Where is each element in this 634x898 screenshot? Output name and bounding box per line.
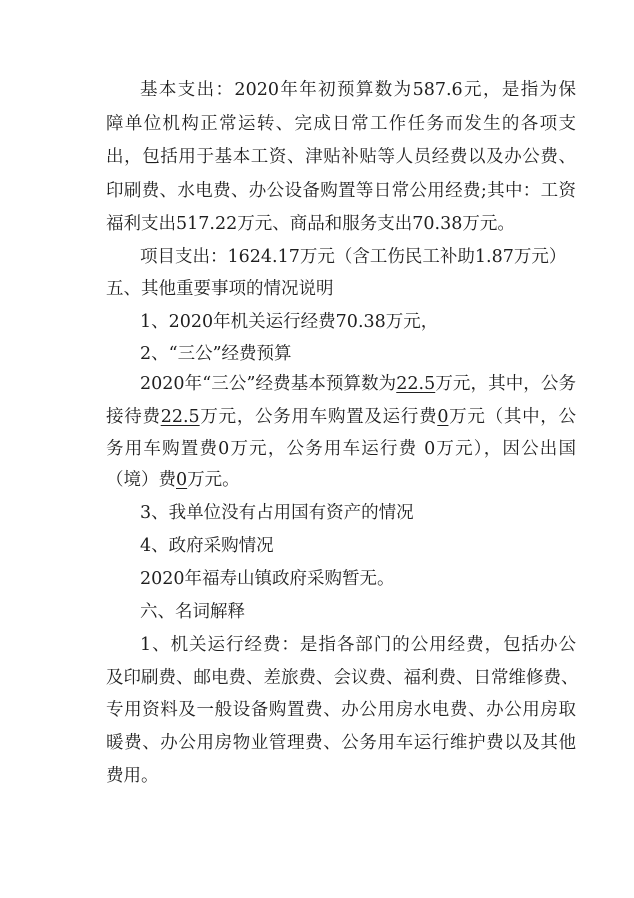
abroad-fee-value: 0 (176, 470, 188, 490)
three-public-line-4 (106, 469, 576, 491)
three-public-text-d: 万元，公务用车购置及运行费 (199, 407, 438, 427)
reception-fee-value: 22.5 (160, 407, 200, 427)
basic-expense-line-1: 基本支出：2020年年初预算数为587.6元，是指为保 (140, 80, 576, 100)
section-6-heading: 六、名词解释 (140, 602, 245, 622)
three-public-text-g: （境）费 (106, 470, 176, 490)
section-5-item-4: 4、政府采购情况 (140, 536, 274, 556)
three-public-text-b: 万元，其中，公务 (435, 374, 576, 394)
basic-expense-line-3: 出，包括用于基本工资、津贴补贴等人员经费以及办公费、 (106, 147, 576, 167)
three-public-line-1 (140, 373, 576, 395)
three-public-text-c: 接待费 (106, 407, 161, 427)
vehicle-fee-value: 0 (437, 407, 449, 427)
three-public-line-3: 务用车购置费0万元，公务用车运行费 0万元），因公出国 (106, 439, 576, 459)
definition-line-5: 费用。 (106, 766, 159, 786)
definition-line-4: 暖费、办公用房物业管理费、公务用车运行维护费以及其他 (106, 733, 576, 753)
three-public-text-e: 万元（其中，公 (448, 407, 577, 427)
definition-line-2: 及印刷费、邮电费、差旅费、会议费、福利费、日常维修费、 (106, 668, 579, 688)
three-public-total-value: 22.5 (396, 374, 436, 394)
three-public-text-a: 2020年“三公”经费基本预算数为 (140, 374, 397, 394)
basic-expense-line-5: 福利支出517.22万元、商品和服务支出70.38万元。 (106, 214, 515, 234)
section-5-item-2: 2、“三公”经费预算 (140, 344, 292, 364)
section-5-item-1: 1、2020年机关运行经费70.38万元， (140, 312, 439, 332)
section-5-item-3: 3、我单位没有占用国有资产的情况 (140, 503, 414, 523)
procurement-statement: 2020年福寿山镇政府采购暂无。 (140, 569, 395, 589)
basic-expense-line-2: 障单位机构正常运转、完成日常工作任务而发生的各项支 (106, 114, 576, 134)
three-public-line-2 (106, 406, 576, 428)
section-5-heading: 五、其他重要事项的情况说明 (106, 279, 334, 299)
project-expense-line: 项目支出：1624.17万元（含工伤民工补助1.87万元） (140, 247, 567, 267)
basic-expense-line-4: 印刷费、水电费、办公设备购置等日常公用经费;其中：工资 (106, 181, 576, 201)
three-public-text-h: 万元。 (187, 470, 240, 490)
definition-line-1: 1、机关运行经费：是指各部门的公用经费，包括办公 (140, 635, 576, 655)
definition-line-3: 专用资料及一般设备购置费、办公用房水电费、办公用房取 (106, 700, 576, 720)
